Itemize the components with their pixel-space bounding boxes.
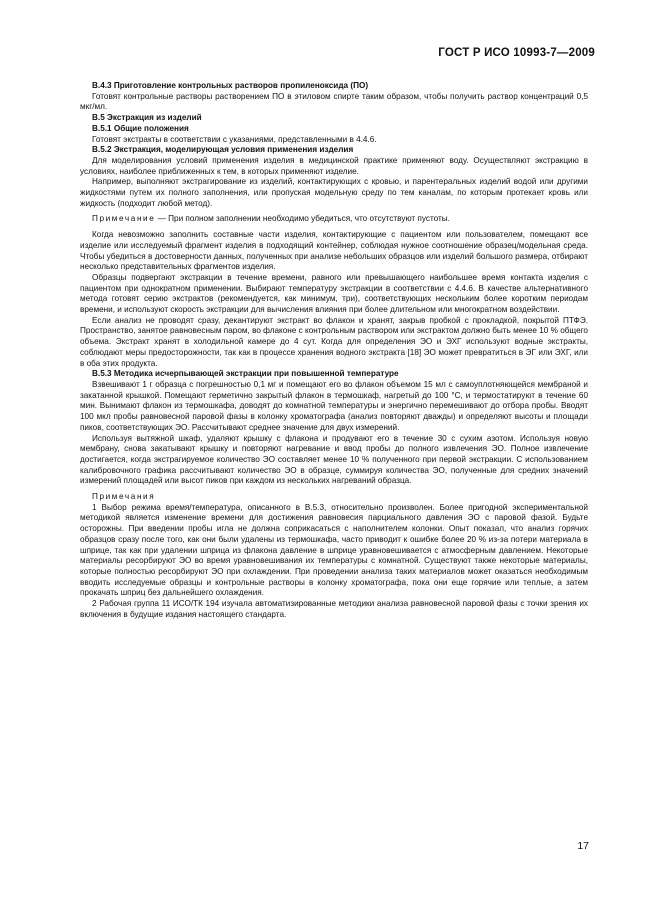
note-item: 2 Рабочая группа 11 ИСО/ТК 194 изучала автоматизированные методики анализа равновесной паровой фазы с точки зрения их включения в будущие издания настоящего стандарта. [80, 599, 588, 619]
paragraph: Образцы подвергают экстракции в течение времени, равного или превышающего наибольшее время контакта изделия с пациентом при однократном применении. Выбирают температуру экстракции в соответствии с 4.4.6. В качестве альтернативного метода готовят серию экстрактов (рекомендуется, как минимум, три), соответствующих нескольким более коротким периодам времени, и используют скорость экстракции для вычисления влияния при более длительном или многократном воздействии. [80, 272, 588, 315]
page-content [80, 81, 588, 620]
note [80, 214, 588, 225]
section-heading-b53: B.5.3 Методика исчерпывающей экстракции при повышенной температуре [92, 369, 399, 379]
paragraph: Взвешивают 1 г образца с погрешностью 0,1 мг и помещают его во флакон объемом 15 мл с самоуплотняющейся мембраной и закатанной крышкой. Помещают герметично закрытый флакон в термошкаф, нагретый до 100 °С, и термостатируют в течение 60 мин. Вынимают флакон из термошкафа, доводят до комнатной температуры и энергично перемешивают до отбора пробы. Вводят 100 мкл пробы равновесной паровой фазы в колонку хроматографа (анализ повторяют дважды) и определяют высоты и площади пиков, соответствующих ЭО. Рассчитывают среднее значение для двух измерений. [80, 379, 588, 432]
section-heading-b52: B.5.2 Экстракция, моделирующая условия применения изделия [92, 145, 354, 155]
notes-title: Примечания [92, 492, 156, 502]
paragraph: Если анализ не проводят сразу, декантируют экстракт во флакон и хранят, закрыв пробкой с прокладкой, покрытой ПТФЭ. Пространство, занятое равновесным паром, во флаконе с контрольным раствором или экстрактом должно быть менее 10 % общего объема. Экстракт хранят в холодильной камере до 4 сут. Когда для определения ЭО и ЭХГ используют водные экстракты, соблюдают меры предосторожности, так как в процессе хранения водного экстракта [18] ЭО может превратиться в ЭГ или ЭХГ, или в оба этих продукта. [80, 315, 588, 368]
paragraph: Готовят экстракты в соответствии с указаниями, представленными в 4.4.6. [92, 134, 377, 144]
section-heading-b51: B.5.1 Общие положения [92, 123, 189, 133]
note-item: 1 Выбор режима время/температура, описанного в В.5.3, относительно произволен. Более пригодной экспериментальной методикой является изменение времени для достижения равновесия парциального давления ЭО с паровой фазой. Будьте осторожны. При введении пробы игла не должна соприкасаться с наполнителем колонки. Опыт показал, что анализ горячих образцов сразу после того, как они были удалены из термошкафа, часто приводит к ошибке более 20 % из-за потери материала в шприце, так как при удалении шприца из флакона давление в шприце уравновешивается с атмосферным давлением. Некоторые материалы ресорбируют ЭО во время уравновешивания их температуры с комнатной. Существуют также некоторые материалы, которые полностью ресорбируют ЭО при охлаждении. При проведении анализа таких материалов может оказаться необходимым вводить исследуемые образцы и контрольные растворы в колонку хроматографа, пока они еще горячие или теплые, а затем прокачать шприц без дальнейшего охлаждения. [80, 502, 588, 598]
document-header: ГОСТ Р ИСО 10993-7—2009 [438, 47, 595, 59]
page-number: 17 [577, 840, 589, 852]
note-text: — При полном заполнении необходимо убедиться, что отсутствуют пустоты. [155, 214, 450, 224]
paragraph: Для моделирования условий применения изделия в медицинской практике применяют воду. Осуществляют экстракцию в условиях, наиболее приближенных к тем, в которых применяют изделие. [80, 155, 588, 176]
section-heading-b43: B.4.3 Приготовление контрольных растворов пропиленоксида (ПО) [92, 81, 369, 90]
paragraph: Используя вытяжной шкаф, удаляют крышку с флакона и продувают его в течение 30 с сухим азотом. Используя новую мембрану, снова закатывают крышку и повторяют нагревание и ввод пробы до полного извлечения ЭО. Полное извлечение достигается, когда экстрагируемое количество ЭО составляет менее 10 % полученного при первой экстракции. С использованием калибровочного графика рассчитывают количество ЭО в образце, суммируя количества ЭО, полученные для средних значений измерений площадей или высот пиков при каждом из нескольких нагреваний образца. [80, 433, 588, 486]
paragraph: Готовят контрольные растворы растворением ПО в этиловом спирте таким образом, чтобы получить раствор концентраций 0,5 мкг/мл. [80, 91, 588, 112]
note-label: Примечание [92, 214, 156, 224]
section-heading-b5: B.5 Экстракция из изделий [92, 113, 202, 123]
paragraph: Например, выполняют экстрагирование из изделий, контактирующих с кровью, и парентеральных изделий водой или другими жидкостями путем их полного заполнения, или пропуская модельную среду по тем каналам, по которым протекает кровь или жидкость (подходит любой метод). [80, 177, 588, 208]
paragraph: Когда невозможно заполнить составные части изделия, контактирующие с пациентом или пользователем, помещают все изделие или исследуемый фрагмент изделия в подходящий контейнер, соблюдая нужное соотношение образец/модельная среда. Чтобы убедиться в достоверности данных, полученных при анализе небольших образцов или изделий большого размера, отбирают несколько представительных фрагментов изделия. [80, 230, 588, 272]
